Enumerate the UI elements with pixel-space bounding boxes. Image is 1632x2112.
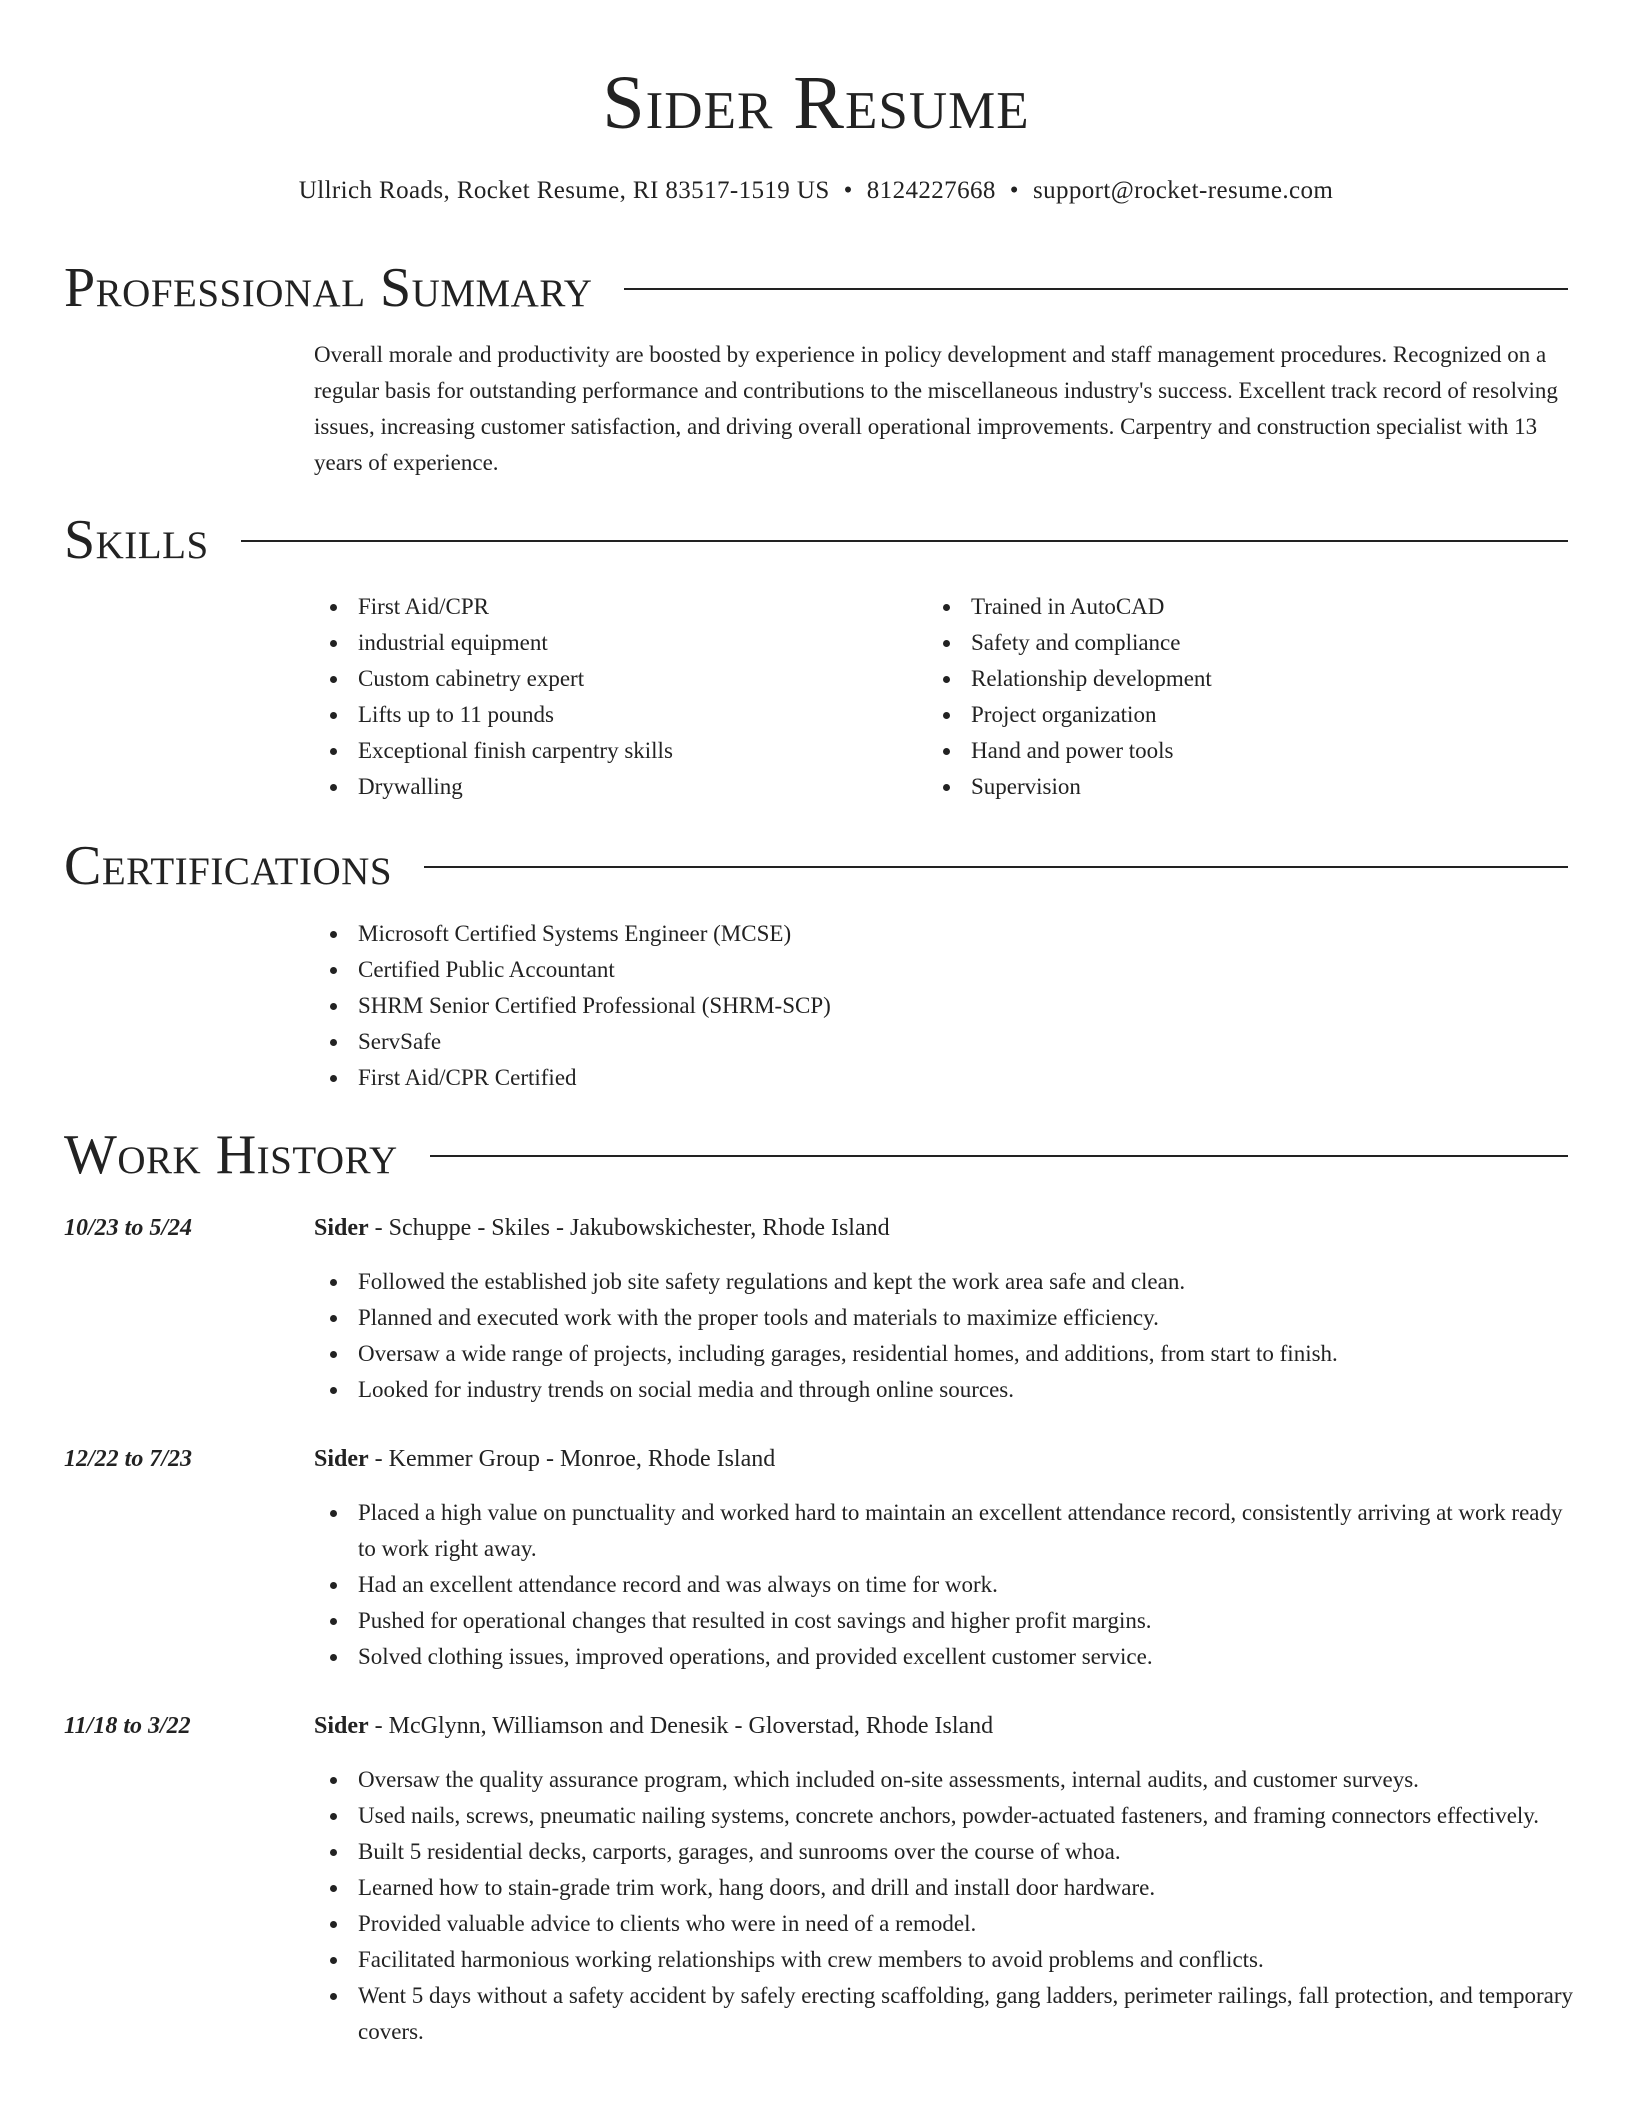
job-bullet-item: Went 5 days without a safety accident by safely erecting scaffolding, gang ladders, perimeter railings, fall protection, and temporary covers.: [314, 1978, 1576, 2050]
job-role: Sider: [314, 1713, 369, 1739]
job-bullet-item: Solved clothing issues, improved operations, and provided excellent customer service.: [314, 1639, 1576, 1675]
skill-item: First Aid/CPR: [314, 589, 914, 625]
contact-phone: 8124227668: [866, 177, 996, 204]
job-bullets: [314, 1495, 1576, 1675]
job-title-line: [314, 1708, 993, 1744]
job-bullet-item: Planned and executed work with the proper tools and materials to maximize efficiency.: [314, 1300, 1576, 1336]
contact-address: Ullrich Roads, Rocket Resume, RI 83517-1519 US: [298, 177, 830, 204]
job-bullet-item: Had an excellent attendance record and was always on time for work.: [314, 1567, 1576, 1603]
job-bullet-item: Oversaw a wide range of projects, including garages, residential homes, and additions, from start to finish.: [314, 1336, 1576, 1372]
job-bullet-item: Facilitated harmonious working relationships with crew members to avoid problems and conflicts.: [314, 1942, 1576, 1978]
job-bullet-item: Placed a high value on punctuality and worked hard to maintain an excellent attendance record, consistently arriving at work ready to work right away.: [314, 1495, 1576, 1567]
section-divider: [430, 1155, 1568, 1157]
certification-item: ServSafe: [314, 1024, 1514, 1060]
job-bullet-item: Used nails, screws, pneumatic nailing systems, concrete anchors, powder-actuated fasteners, and framing connectors effectively.: [314, 1798, 1576, 1834]
job-dates: 10/23 to 5/24: [64, 1215, 193, 1241]
job-dates: 12/22 to 7/23: [64, 1446, 193, 1472]
section-header-skills: [64, 508, 1568, 572]
section-title-summary: Professional Summary: [64, 257, 593, 319]
summary-text: Overall morale and productivity are boosted by experience in policy development and staff management procedures. Recognized on a regular basis for outstanding performance and contributions to the miscellaneous industry's success. Excellent track record of resolving issues, increasing customer satisfaction, and driving overall operational improvements. Carpentry and construction specialist with 13 years of experience.: [314, 342, 1558, 475]
job-dates: 11/18 to 3/22: [64, 1713, 191, 1739]
resume-name: Sider Resume: [602, 61, 1030, 145]
section-title-skills: Skills: [64, 509, 209, 571]
section-title-certifications: Certifications: [64, 835, 393, 897]
job-bullet-item: Learned how to stain-grade trim work, hang doors, and drill and install door hardware.: [314, 1870, 1576, 1906]
skill-item: Safety and compliance: [927, 625, 1527, 661]
section-header-work-history: [64, 1123, 1568, 1187]
job-bullets: [314, 1264, 1576, 1408]
skill-item: Relationship development: [927, 661, 1527, 697]
job-bullet-item: Oversaw the quality assurance program, which included on-site assessments, internal audits, and customer surveys.: [314, 1762, 1576, 1798]
section-header-summary: [64, 256, 1568, 320]
skill-item: Lifts up to 11 pounds: [314, 697, 914, 733]
contact-separator: •: [843, 177, 853, 204]
skill-item: Hand and power tools: [927, 733, 1527, 769]
job-details: - Schuppe - Skiles - Jakubowskichester, Rhode Island: [368, 1215, 890, 1241]
skill-item: Supervision: [927, 769, 1527, 805]
job-role: Sider: [314, 1215, 369, 1241]
job-bullet-item: Looked for industry trends on social media and through online sources.: [314, 1372, 1576, 1408]
job-bullet-item: Followed the established job site safety regulations and kept the work area safe and clean.: [314, 1264, 1576, 1300]
certification-item: SHRM Senior Certified Professional (SHRM-SCP): [314, 988, 1514, 1024]
certifications-list: [314, 916, 1514, 1096]
skills-list-left: [314, 589, 914, 805]
section-header-certifications: [64, 834, 1568, 898]
job-title-line: [314, 1441, 775, 1477]
certification-item: First Aid/CPR Certified: [314, 1060, 1514, 1096]
certification-item: Certified Public Accountant: [314, 952, 1514, 988]
job-title-line: [314, 1210, 890, 1246]
section-divider: [424, 866, 1568, 868]
contact-line: [0, 174, 1632, 208]
certification-item: Microsoft Certified Systems Engineer (MCSE): [314, 916, 1514, 952]
section-divider: [241, 540, 1568, 542]
contact-email: support@rocket-resume.com: [1032, 177, 1334, 204]
contact-separator: •: [1009, 177, 1019, 204]
job-bullet-item: Pushed for operational changes that resulted in cost savings and higher profit margins.: [314, 1603, 1576, 1639]
skill-item: Drywalling: [314, 769, 914, 805]
skill-item: industrial equipment: [314, 625, 914, 661]
job-bullet-item: Provided valuable advice to clients who were in need of a remodel.: [314, 1906, 1576, 1942]
job-bullets: [314, 1762, 1576, 2050]
section-title-work-history: Work History: [64, 1124, 398, 1186]
job-details: - Kemmer Group - Monroe, Rhode Island: [368, 1446, 776, 1472]
section-divider: [624, 288, 1568, 290]
job-bullet-item: Built 5 residential decks, carports, garages, and sunrooms over the course of whoa.: [314, 1834, 1576, 1870]
skill-item: Exceptional finish carpentry skills: [314, 733, 914, 769]
skills-list-right: [927, 589, 1527, 805]
skill-item: Trained in AutoCAD: [927, 589, 1527, 625]
job-role: Sider: [314, 1446, 369, 1472]
skill-item: Project organization: [927, 697, 1527, 733]
skill-item: Custom cabinetry expert: [314, 661, 914, 697]
job-details: - McGlynn, Williamson and Denesik - Gloverstad, Rhode Island: [368, 1713, 994, 1739]
